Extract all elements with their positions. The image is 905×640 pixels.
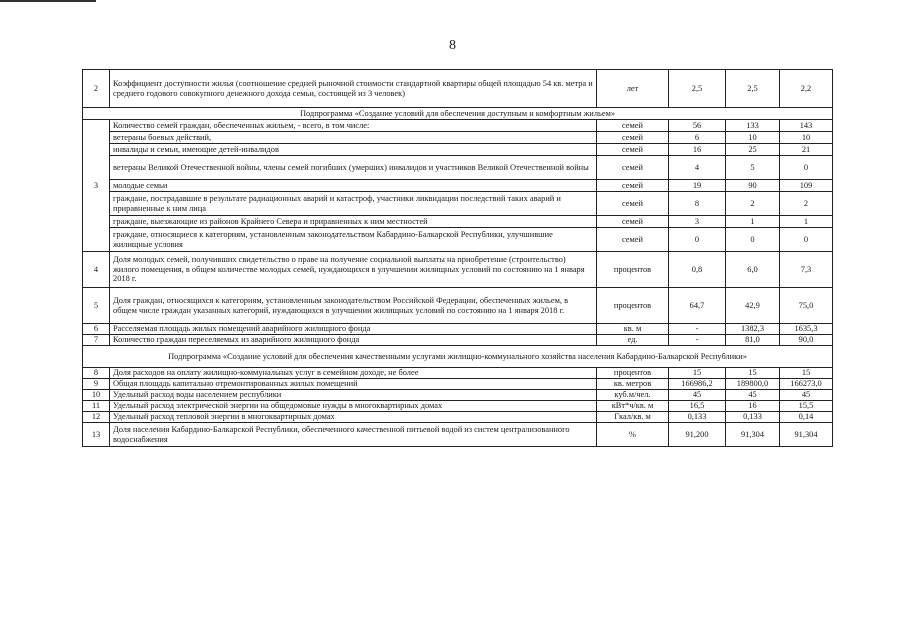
value-cell: 6,0	[726, 252, 780, 288]
value-cell: 91,200	[669, 423, 726, 447]
table-row	[83, 70, 833, 108]
value-cell: 0,133	[726, 412, 780, 423]
value-cell: 16	[669, 144, 726, 156]
value-cell: 15	[780, 368, 833, 379]
unit-cell: ед.	[597, 335, 669, 346]
unit-cell: процентов	[597, 368, 669, 379]
value-cell: 0	[726, 228, 780, 252]
indicators-table	[82, 69, 833, 447]
table-row	[83, 390, 833, 401]
value-cell: 6	[669, 132, 726, 144]
unit-cell: лет	[597, 70, 669, 108]
table-row	[83, 288, 833, 324]
value-cell: 64,7	[669, 288, 726, 324]
value-cell: -	[669, 335, 726, 346]
value-cell: 166986,2	[669, 379, 726, 390]
unit-cell: семей	[597, 192, 669, 216]
value-cell: 0,8	[669, 252, 726, 288]
indicator-name: Доля молодых семей, получивших свидетельство о праве на получение социальной выплаты на приобретение (строительство) жилого помещения, в общем количестве молодых семей, нуждающихся в улучшении жилищных условий по состоянию на 1 января 2018 г.	[110, 252, 597, 288]
table-row	[83, 252, 833, 288]
value-cell: 2,2	[780, 70, 833, 108]
table-row	[83, 401, 833, 412]
value-cell: 5	[726, 156, 780, 180]
value-cell: 109	[780, 180, 833, 192]
value-cell: 45	[780, 390, 833, 401]
row-number: 3	[83, 120, 110, 252]
indicator-name: Удельный расход электрической энергии на общедомовые нужды в многоквартирных домах	[110, 401, 597, 412]
unit-cell: кв. метров	[597, 379, 669, 390]
indicator-name: граждане, выезжающие из районов Крайнего Севера и приравненных к ним местностей	[110, 216, 597, 228]
value-cell: 1382,3	[726, 324, 780, 335]
value-cell: 75,0	[780, 288, 833, 324]
unit-cell: куб.м/чел.	[597, 390, 669, 401]
value-cell: 25	[726, 144, 780, 156]
row-number: 10	[83, 390, 110, 401]
value-cell: 1635,3	[780, 324, 833, 335]
row-number: 13	[83, 423, 110, 447]
value-cell: 8	[669, 192, 726, 216]
table-row	[83, 180, 833, 192]
subprogram-heading: Подпрограмма «Создание условий для обеспечения качественными услугами жилищно-коммунального хозяйства населения Кабардино-Балкарской Республики»	[83, 346, 833, 368]
row-number: 2	[83, 70, 110, 108]
unit-cell: процентов	[597, 252, 669, 288]
value-cell: 166273,0	[780, 379, 833, 390]
value-cell: 143	[780, 120, 833, 132]
unit-cell: семей	[597, 132, 669, 144]
row-number: 5	[83, 288, 110, 324]
value-cell: 2	[726, 192, 780, 216]
value-cell: 189800,0	[726, 379, 780, 390]
section-row	[83, 108, 833, 120]
value-cell: 45	[669, 390, 726, 401]
indicator-name: Количество граждан переселяемых из аварийного жилищного фонда	[110, 335, 597, 346]
value-cell: 21	[780, 144, 833, 156]
indicator-name: граждане, пострадавшие в результате радиационных аварий и катастроф, участники ликвидации последствий таких аварий и приравненные к ним лица	[110, 192, 597, 216]
table-row	[83, 120, 833, 132]
indicator-name: Доля расходов на оплату жилищно-коммунальных услуг в семейном доходе, не более	[110, 368, 597, 379]
subprogram-heading: Подпрограмма «Создание условий для обеспечения доступным и комфортным жильем»	[83, 108, 833, 120]
row-number: 11	[83, 401, 110, 412]
unit-cell: кВт*ч/кв. м	[597, 401, 669, 412]
value-cell: 90	[726, 180, 780, 192]
table-row	[83, 132, 833, 144]
section-row	[83, 346, 833, 368]
unit-cell: семей	[597, 120, 669, 132]
row-number: 4	[83, 252, 110, 288]
indicator-name: Удельный расход тепловой энергии в многоквартирных домах	[110, 412, 597, 423]
value-cell: 15	[669, 368, 726, 379]
indicator-name: Количество семей граждан, обеспеченных жильем, - всего, в том числе:	[110, 120, 597, 132]
value-cell: 91,304	[726, 423, 780, 447]
value-cell: 4	[669, 156, 726, 180]
table-row	[83, 379, 833, 390]
indicator-name: Общая площадь капитально отремонтированных жилых помещений	[110, 379, 597, 390]
indicator-name: Доля населения Кабардино-Балкарской Республики, обеспеченного качественной питьевой водой из систем централизованного водоснабжения	[110, 423, 597, 447]
table-row	[83, 216, 833, 228]
value-cell: 3	[669, 216, 726, 228]
table-row	[83, 423, 833, 447]
value-cell: 0	[669, 228, 726, 252]
row-number: 12	[83, 412, 110, 423]
value-cell: 42,9	[726, 288, 780, 324]
unit-cell: семей	[597, 144, 669, 156]
value-cell: 0,14	[780, 412, 833, 423]
value-cell: 45	[726, 390, 780, 401]
indicator-name: граждане, относящиеся к категориям, установленным законодательством Кабардино-Балкарской Республики, улучшившие жилищные условия	[110, 228, 597, 252]
table-row	[83, 368, 833, 379]
unit-cell: семей	[597, 228, 669, 252]
unit-cell: семей	[597, 180, 669, 192]
table-row	[83, 324, 833, 335]
unit-cell: процентов	[597, 288, 669, 324]
value-cell: 133	[726, 120, 780, 132]
value-cell: 91,304	[780, 423, 833, 447]
value-cell: 15,5	[780, 401, 833, 412]
value-cell: 16,5	[669, 401, 726, 412]
scan-artifact-line	[0, 0, 96, 2]
unit-cell: кв. м	[597, 324, 669, 335]
table-row	[83, 156, 833, 180]
value-cell: 0	[780, 156, 833, 180]
value-cell: 2	[780, 192, 833, 216]
value-cell: 2,5	[726, 70, 780, 108]
value-cell: 16	[726, 401, 780, 412]
value-cell: 7,3	[780, 252, 833, 288]
row-number: 8	[83, 368, 110, 379]
table-row	[83, 192, 833, 216]
table-row	[83, 228, 833, 252]
value-cell: 81,0	[726, 335, 780, 346]
indicator-name: Расселяемая площадь жилых помещений аварийного жилищного фонда	[110, 324, 597, 335]
row-number: 6	[83, 324, 110, 335]
table-row	[83, 335, 833, 346]
indicator-name: инвалиды и семьи, имеющие детей-инвалидов	[110, 144, 597, 156]
value-cell: 15	[726, 368, 780, 379]
unit-cell: семей	[597, 216, 669, 228]
row-number: 9	[83, 379, 110, 390]
indicator-name: Коэффициент доступности жилья (соотношение средней рыночной стоимости стандартной квартиры общей площадью 54 кв. метра и среднего годового совокупного денежного дохода семьи, состоящей из 3 человек)	[110, 70, 597, 108]
value-cell: 1	[726, 216, 780, 228]
value-cell: 90,0	[780, 335, 833, 346]
value-cell: 0	[780, 228, 833, 252]
value-cell: 1	[780, 216, 833, 228]
indicator-name: Удельный расход воды населением республики	[110, 390, 597, 401]
table-row	[83, 412, 833, 423]
value-cell: 10	[780, 132, 833, 144]
value-cell: 2,5	[669, 70, 726, 108]
value-cell: 0,133	[669, 412, 726, 423]
value-cell: 56	[669, 120, 726, 132]
indicator-name: ветераны Великой Отечественной войны, члены семей погибших (умерших) инвалидов и участников Великой Отечественной войны	[110, 156, 597, 180]
row-number: 7	[83, 335, 110, 346]
indicator-name: молодые семьи	[110, 180, 597, 192]
indicator-name: Доля граждан, относящихся к категориям, установленным законодательством Российской Федерации, обеспеченных жильем, в общем числе граждан указанных категорий, нуждающихся в улучшении жилищных условий по состоянию на 1 января 2018 г.	[110, 288, 597, 324]
unit-cell: %	[597, 423, 669, 447]
value-cell: -	[669, 324, 726, 335]
indicator-name: ветераны боевых действий,	[110, 132, 597, 144]
page-number: 8	[449, 38, 456, 53]
value-cell: 19	[669, 180, 726, 192]
unit-cell: семей	[597, 156, 669, 180]
table-row	[83, 144, 833, 156]
value-cell: 10	[726, 132, 780, 144]
unit-cell: Гкал/кв. м	[597, 412, 669, 423]
